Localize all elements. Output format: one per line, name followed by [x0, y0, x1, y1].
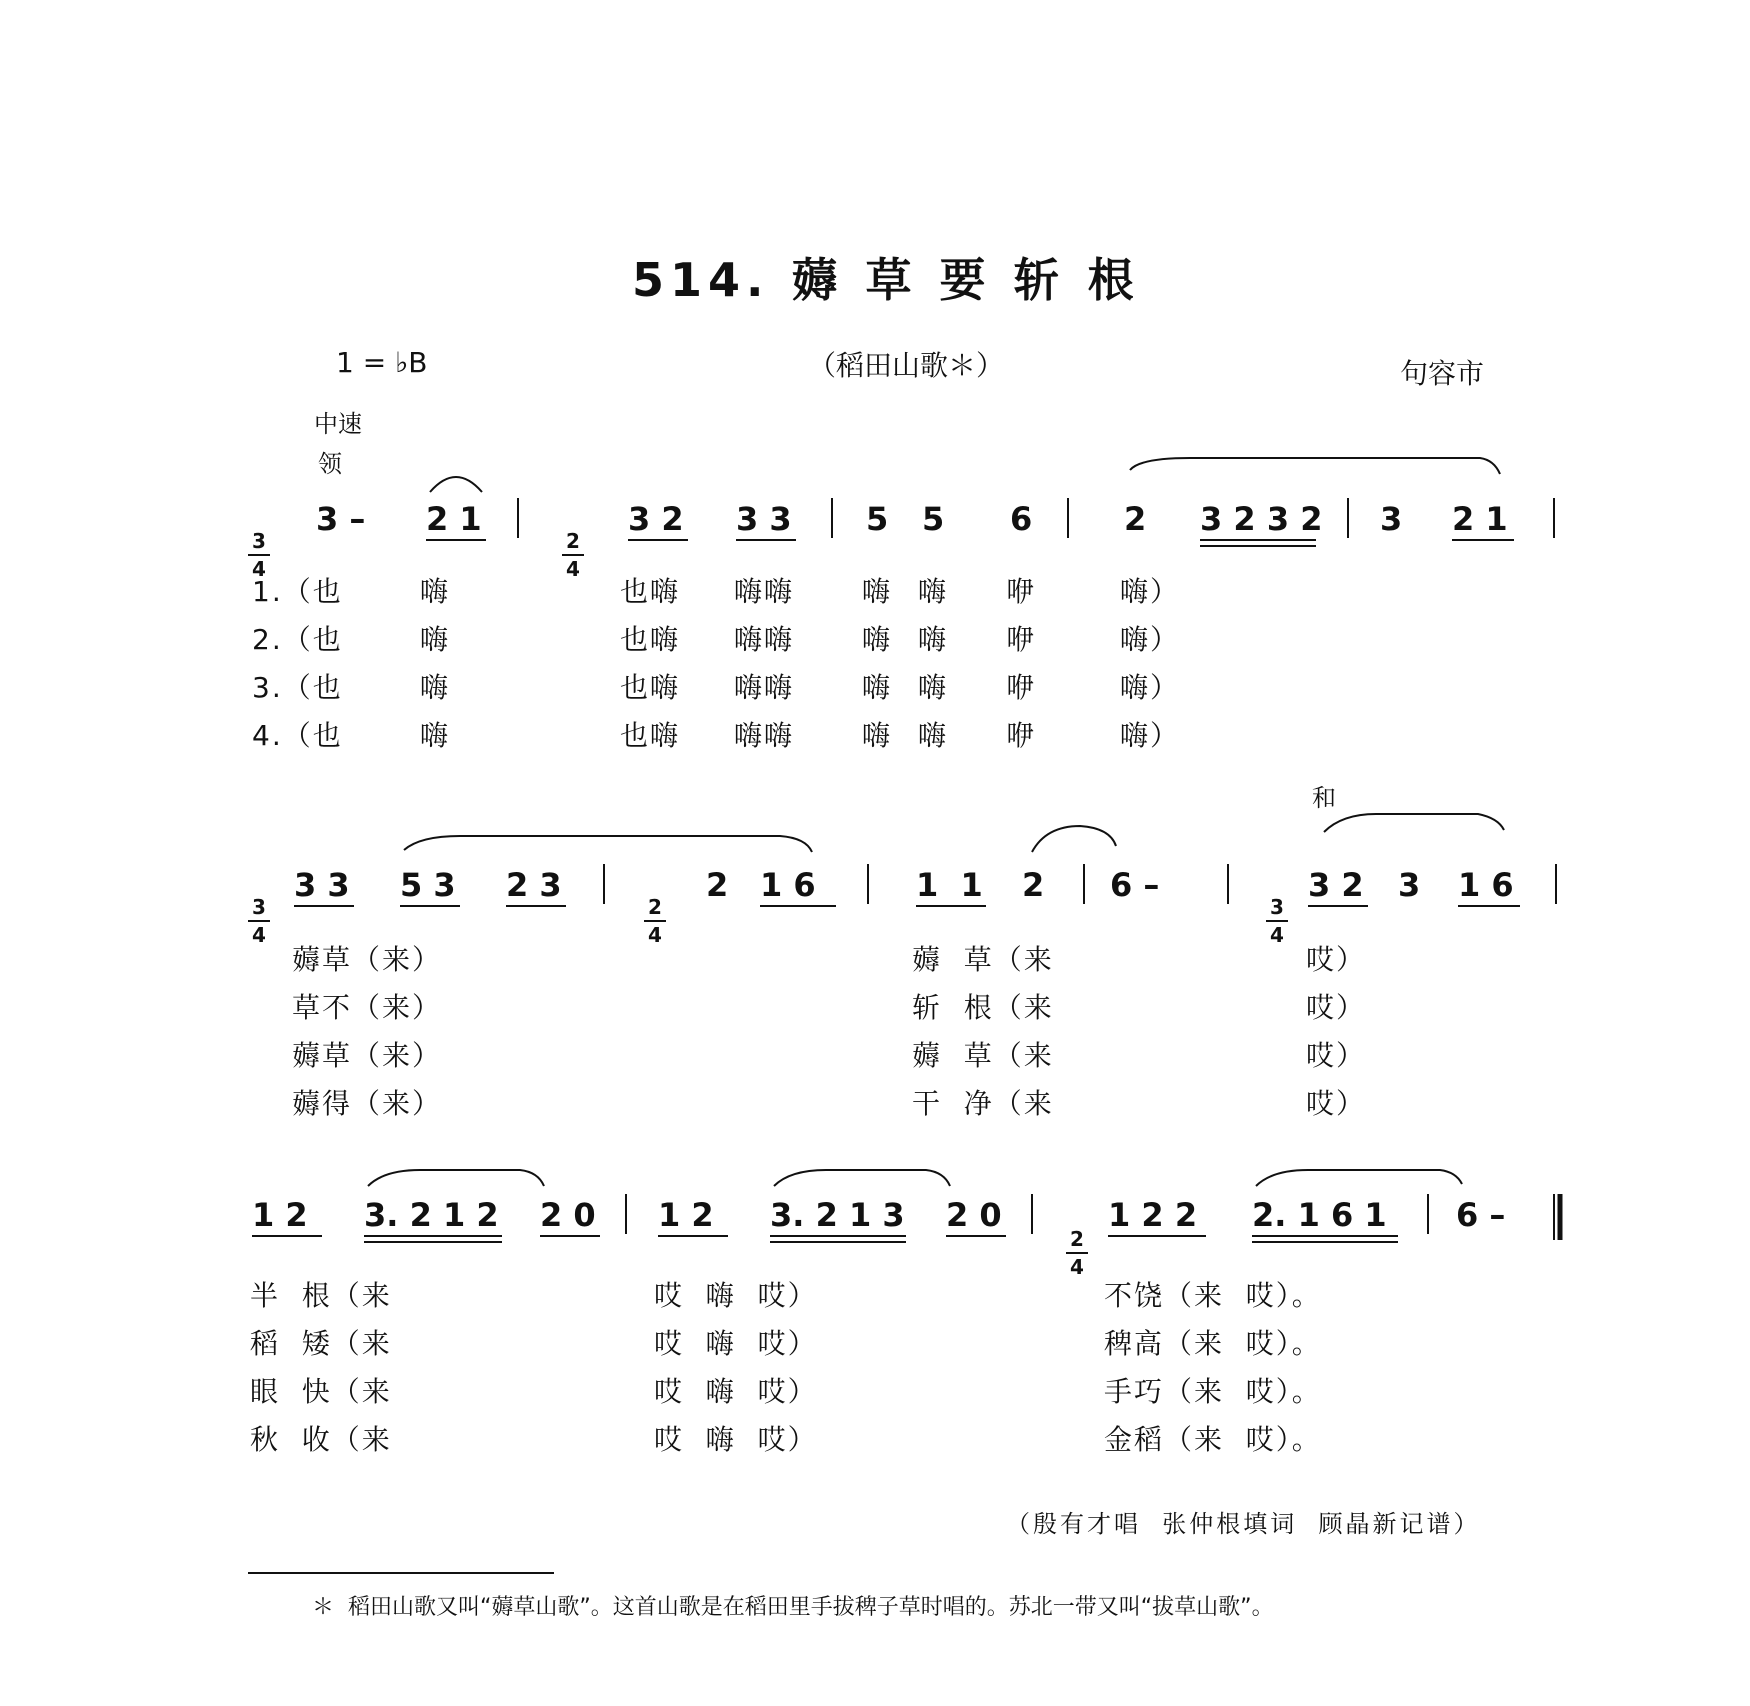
- lyric: 薅 草（来: [912, 1039, 1054, 1072]
- note-group: 6 –: [1456, 1196, 1506, 1234]
- note: 3: [1398, 866, 1421, 904]
- lyric: 嗨: [420, 623, 451, 656]
- note-group: 3 2: [628, 500, 684, 538]
- lyric: 不饶（来 哎）。: [1104, 1279, 1322, 1312]
- lyric: 咿: [1006, 719, 1037, 752]
- note-group: 1 2: [252, 1196, 308, 1234]
- time-signature: 3 4: [248, 852, 270, 968]
- lyric: 嗨）: [1120, 575, 1181, 608]
- lyric: 嗨）: [1120, 671, 1181, 704]
- note-group: 3 3: [294, 866, 350, 904]
- role-chorus: 和: [1312, 784, 1336, 812]
- lyric: 嗨: [918, 575, 949, 608]
- footnote: ＊ 稻田山歌又叫“薅草山歌”。这首山歌是在稻田里手拔稗子草时唱的。苏北一带又叫“拔草山歌”。: [312, 1595, 1274, 1620]
- lyric: 哎）: [1306, 1087, 1367, 1120]
- lyric: 哎 嗨 哎）: [654, 1279, 818, 1312]
- note-group: 3 –: [316, 500, 366, 538]
- note-group: 1 2 2: [1108, 1196, 1198, 1234]
- lyric: 嗨嗨: [734, 671, 795, 704]
- lyric: 4.（也: [252, 719, 343, 752]
- credit-line: （殷有才唱 张仲根填词 顾晶新记谱）: [1006, 1510, 1481, 1538]
- note-group: 3 2 3 2: [1200, 500, 1323, 538]
- note-group: 2. 1 6 1: [1252, 1196, 1387, 1234]
- lyric: 也嗨: [620, 719, 681, 752]
- note-group: 6 –: [1110, 866, 1160, 904]
- page-title: 514. 薅 草 要 斩 根: [632, 253, 1140, 307]
- lyric: 嗨: [862, 719, 893, 752]
- lyric: 哎）: [1306, 943, 1367, 976]
- lyric: 斩 根（来: [912, 991, 1054, 1024]
- lyric: 嗨: [420, 671, 451, 704]
- lyric: 薅得（来）: [292, 1087, 443, 1120]
- note-group: 1 2: [658, 1196, 714, 1234]
- note: 2: [706, 866, 729, 904]
- note-group: 1 6: [760, 866, 816, 904]
- lyric: 薅草（来）: [292, 1039, 443, 1072]
- lyric: 嗨: [918, 623, 949, 656]
- lyric: 嗨: [862, 575, 893, 608]
- lyric: 嗨: [420, 575, 451, 608]
- lyric: 嗨: [862, 671, 893, 704]
- lyric: 秋 收（来: [250, 1423, 392, 1456]
- time-signature: 2 4: [1066, 1184, 1088, 1300]
- lyric: 哎 嗨 哎）: [654, 1327, 818, 1360]
- note-group: 3 3: [736, 500, 792, 538]
- note-group: 1 6: [1458, 866, 1514, 904]
- lyric: 咿: [1006, 671, 1037, 704]
- note-group: 2 1: [426, 500, 482, 538]
- lyric: 金稻（来 哎）。: [1104, 1423, 1322, 1456]
- lyric: 稻 矮（来: [250, 1327, 392, 1360]
- note: 2: [1022, 866, 1045, 904]
- lyric: 眼 快（来: [250, 1375, 392, 1408]
- lyric: 嗨: [420, 719, 451, 752]
- lyric: 也嗨: [620, 575, 681, 608]
- time-signature: 2 4: [562, 486, 584, 602]
- lyric: 咿: [1006, 575, 1037, 608]
- lyric: 嗨嗨: [734, 623, 795, 656]
- lyric: 哎）: [1306, 1039, 1367, 1072]
- lyric: 稗高（来 哎）。: [1104, 1327, 1322, 1360]
- lyric: 也嗨: [620, 623, 681, 656]
- lyric: 咿: [1006, 623, 1037, 656]
- lyric: 嗨嗨: [734, 575, 795, 608]
- note-group: 3 2: [1308, 866, 1364, 904]
- lyric: 嗨: [918, 719, 949, 752]
- note-group: 2 0: [540, 1196, 596, 1234]
- key-signature: 1 = ♭B: [336, 346, 428, 379]
- lyric: 半 根（来: [250, 1279, 392, 1312]
- subtitle: （稻田山歌＊）: [808, 349, 1005, 382]
- region: 句容市: [1400, 357, 1485, 390]
- lyric: 手巧（来 哎）。: [1104, 1375, 1322, 1408]
- note-group: 2 3: [506, 866, 562, 904]
- note-group: 2 0: [946, 1196, 1002, 1234]
- lyric: 嗨）: [1120, 623, 1181, 656]
- lyric: 嗨: [862, 623, 893, 656]
- role-lead: 领: [318, 450, 342, 478]
- note: 5: [922, 500, 945, 538]
- note-group: 1 1: [916, 866, 983, 904]
- lyric: 1.（也: [252, 575, 343, 608]
- lyric: 嗨）: [1120, 719, 1181, 752]
- lyric: 哎 嗨 哎）: [654, 1423, 818, 1456]
- time-signature: 3 4: [248, 486, 270, 602]
- note: 3: [1380, 500, 1403, 538]
- lyric: 嗨嗨: [734, 719, 795, 752]
- time-signature: 3 4: [1266, 852, 1288, 968]
- note-group: 3. 2 1 2: [364, 1196, 499, 1234]
- lyric: 干 净（来: [912, 1087, 1054, 1120]
- note-group: 2 1: [1452, 500, 1508, 538]
- lyric: 薅草（来）: [292, 943, 443, 976]
- lyric: 哎）: [1306, 991, 1367, 1024]
- time-signature: 2 4: [644, 852, 666, 968]
- lyric: 嗨: [918, 671, 949, 704]
- note: 2: [1124, 500, 1147, 538]
- note: 6: [1010, 500, 1033, 538]
- note-group: 5 3: [400, 866, 456, 904]
- lyric: 2.（也: [252, 623, 343, 656]
- lyric: 也嗨: [620, 671, 681, 704]
- tempo-marking: 中速: [314, 410, 362, 438]
- lyric: 哎 嗨 哎）: [654, 1375, 818, 1408]
- note-group: 3. 2 1 3: [770, 1196, 905, 1234]
- note: 5: [866, 500, 889, 538]
- lyric: 3.（也: [252, 671, 343, 704]
- lyric: 薅 草（来: [912, 943, 1054, 976]
- lyric: 草不（来）: [292, 991, 443, 1024]
